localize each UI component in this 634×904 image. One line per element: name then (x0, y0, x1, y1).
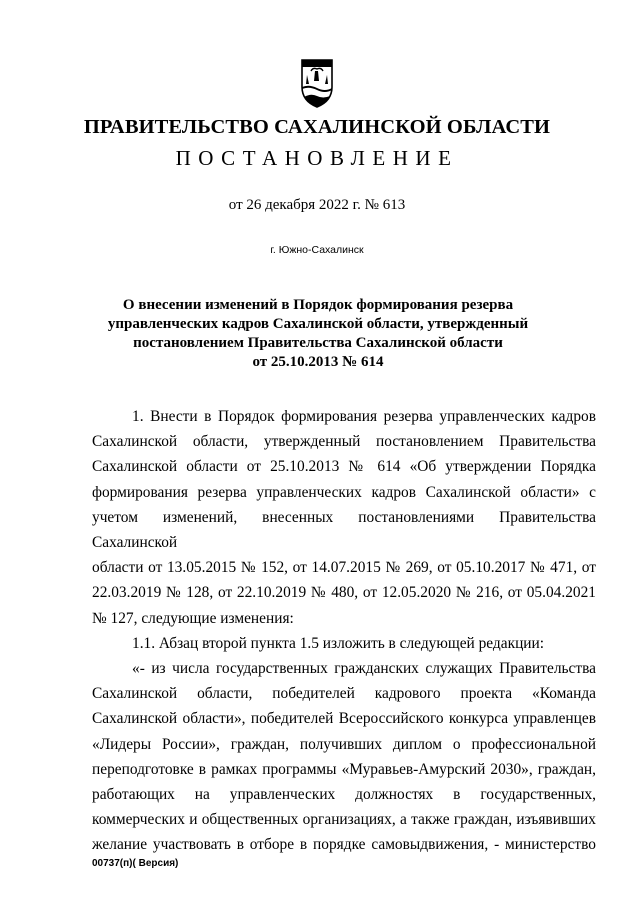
title-line: постановлением Правительства Сахалинской области (133, 335, 503, 351)
body-line: работающих на управленческих должностях в государственных, (92, 786, 596, 804)
coat-of-arms-icon (299, 57, 335, 109)
body-line: «Лидеры России», граждан, получивших диплом о профессиональной (92, 735, 596, 753)
body-line: «- из числа государственных гражданских служащих Правительства (132, 660, 596, 678)
document-city: г. Южно-Сахалинск (270, 244, 364, 256)
body-line: желание участвовать в отборе в порядке самовыдвижения, - министерство (92, 836, 596, 854)
body-line: Сахалинской области», победителей Всероссийского конкурса управленцев (92, 710, 596, 728)
body-line: коммерческих и общественных организациях, а также граждан, изъявивших (92, 811, 596, 829)
body-line: Сахалинской области, победителей кадрового проекта «Команда (92, 685, 596, 703)
body-line: 22.03.2019 № 128, от 22.10.2019 № 480, от 12.05.2020 № 216, от 05.04.2021 (92, 584, 596, 602)
body-line: переподготовке в рамках программы «Муравьев-Амурский 2030», граждан, (92, 760, 596, 778)
title-line: управленческих кадров Сахалинской области, утвержденный (107, 316, 529, 332)
title-line: от 25.10.2013 № 614 (252, 354, 384, 370)
document-body (92, 404, 596, 858)
body-line: учетом изменений, внесенных постановлениями Правительства Сахалинской (92, 508, 596, 552)
body-line: области от 13.05.2015 № 152, от 14.07.2015 № 269, от 05.10.2017 № 471, от (92, 559, 596, 577)
body-line: 1.1. Абзац второй пункта 1.5 изложить в следующей редакции: (132, 634, 545, 652)
body-line: № 127, следующие изменения: (92, 609, 294, 627)
title-line: О внесении изменений в Порядок формирования резерва (122, 297, 514, 313)
document-title (90, 296, 546, 372)
document-date-number: от 26 декабря 2022 г. № 613 (228, 197, 406, 213)
body-line: 1. Внести в Порядок формирования резерва управленческих кадров (132, 408, 596, 425)
body-line: Сахалинской области, утвержденный постановлением Правительства (92, 433, 596, 451)
body-line: формирования резерва управленческих кадров Сахалинской области» с (92, 483, 596, 501)
document-type: ПОСТАНОВЛЕНИЕ (175, 146, 459, 170)
body-line: Сахалинской области от 25.10.2013 № 614 «Об утверждении Порядка (92, 458, 596, 476)
document-footer-code: 00737(п)( Версия) (92, 858, 179, 869)
organization-name: ПРАВИТЕЛЬСТВО САХАЛИНСКОЙ ОБЛАСТИ (83, 116, 551, 138)
